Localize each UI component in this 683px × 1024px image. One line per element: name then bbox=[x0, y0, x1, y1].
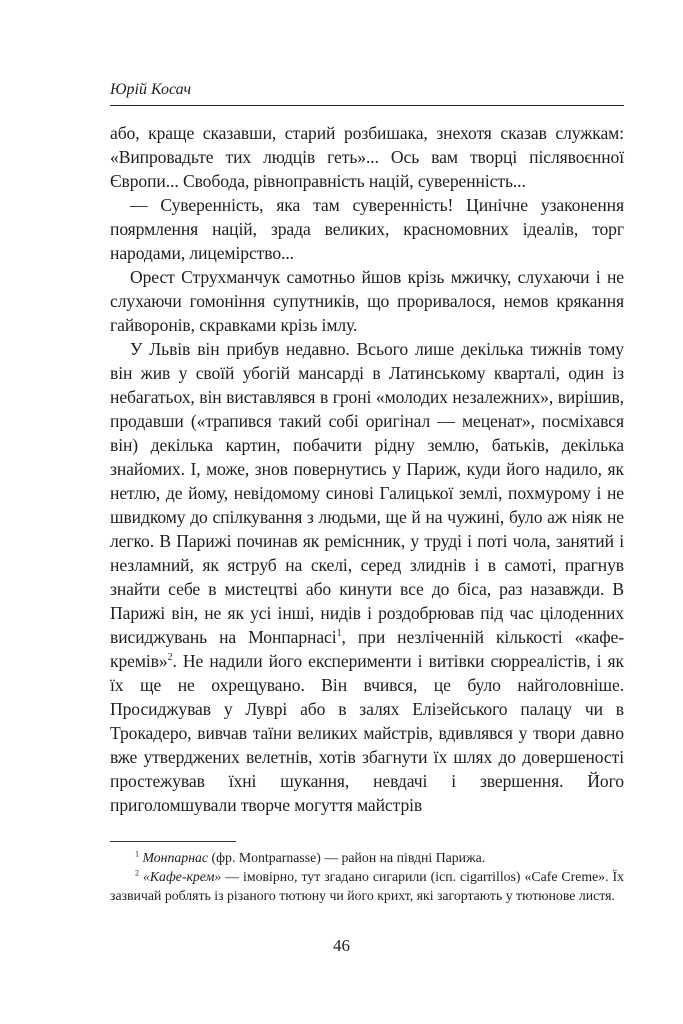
paragraph bbox=[110, 337, 624, 817]
paragraph: — Суверенність, яка там суверенність! Цинічне узаконення поярмлення націй, зрада великих, красномовних ідеалів, торг народами, лицемірство... bbox=[110, 195, 624, 263]
footnote bbox=[110, 867, 624, 905]
paragraph-text: , при незліченній кількості «кафе-кремів» bbox=[110, 627, 624, 671]
main-text bbox=[110, 121, 624, 817]
page-number: 46 bbox=[333, 936, 350, 955]
paragraph: або, краще сказавши, старий розбишака, знехотя сказав служкам: «Випровадьте тих людців геть»... Ось вам творці післявоєнної Європи... Свобода, рівноправність націй, суверенність... bbox=[110, 123, 624, 191]
footnotes bbox=[110, 848, 624, 905]
paragraph-text: У Львів він прибув недавно. Всього лише декілька тижнів тому він жив у своїй убогій мансарді в Латинському кварталі, один із небагатьох, він виставлявся в гроні «молодих незалежних», вирішив, продавши («трапився такий собі оригінал — меценат», посміхався він) декілька картин, побачити рідну землю, батьків, декілька знайомих. І, може, знов повернутись у Париж, куди його надило, як нетлю, де йому, невідомому синові Галицької землі, похмурому і не швидкому до спілкування з людьми, ще й на чужині, було аж ніяк не легко. В Парижі починав як реміснник, у труді і поті чола, занятий і незламний, як яструб на скелі, серед злиднів і в самоті, прагнув знайти себе в мистецтві або кинути все до біса, раз назавжди. В Парижі він, не як усі інші, нидів і роздобрював під час цілоденних висиджувань на Монпарнасі bbox=[110, 339, 624, 647]
running-header-author: Юрій Косач bbox=[110, 81, 192, 98]
footnote-text: — імовірно, тут згадано сигарили (ісп. cigarrillos) «Cafe Creme». Їх зазвичай роблять із різаного тютюну чи його крихт, які загортають у тютюнове листя. bbox=[110, 869, 624, 903]
footnote-text: (фр. Montparnasse) — район на півдні Парижа. bbox=[208, 850, 486, 865]
footnote bbox=[110, 848, 624, 867]
footnote-number: 1 bbox=[135, 849, 139, 859]
paragraph: Орест Струхманчук самотньо йшов крізь мжичку, слухаючи і не слухаючи гомоніння супутників, що проривалося, немов крякання гайворонів, скравками крізь імлу. bbox=[110, 267, 624, 335]
footnote-term: «Кафе-крем» bbox=[142, 869, 222, 884]
footnote-number: 2 bbox=[135, 868, 139, 878]
footnote-ref-1[interactable]: 1 bbox=[336, 628, 342, 640]
footnote-ref-2[interactable]: 2 bbox=[167, 652, 173, 664]
header-rule bbox=[110, 105, 624, 106]
footnote-rule bbox=[110, 841, 236, 842]
footnote-term: Монпарнас bbox=[142, 850, 209, 865]
paragraph-text: . Не надили його експерименти і витівки сюрреалістів, і як їх ще не охрещувано. Він вчився, це було найголовніше. Просиджував у Луврі або в залях Елізейського палацу чи в Трокадеро, вивчав таїни великих майстрів, вдивлявся у твори давно вже утверджених велетнів, хотів збагнути їх шлях до довершеності простежував їхні шукання, невдачі і звершення. Його приголомшували творче могуття майстрів bbox=[110, 651, 624, 815]
